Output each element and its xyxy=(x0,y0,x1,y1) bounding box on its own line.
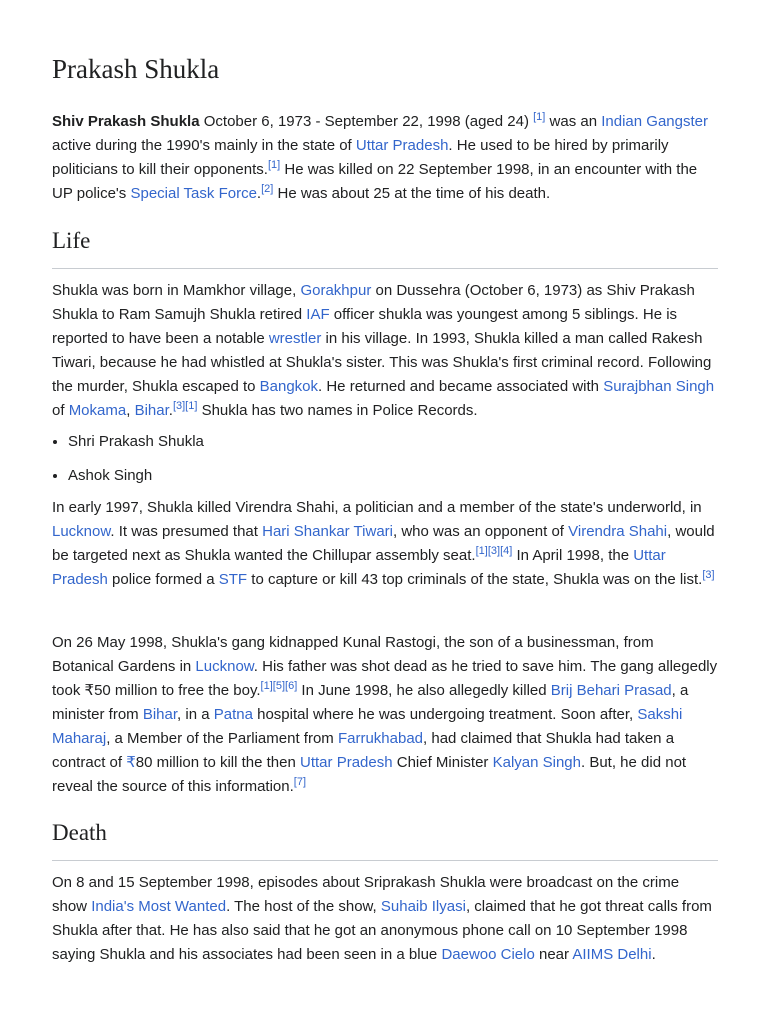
ref-link[interactable]: [3] xyxy=(702,569,715,581)
link-virendra-shahi[interactable]: Virendra Shahi xyxy=(568,523,668,540)
text: , had claimed that Shukla had taken a contract of xyxy=(52,730,675,771)
text: police formed a xyxy=(107,571,219,588)
text: , claimed that he got threat calls from Shukla after that. He has also said that he got an anonymous phone call on 10 September 1998 saying Shukla and his associates had been seen in a blue xyxy=(52,898,712,963)
death-paragraph-1 xyxy=(52,871,718,967)
link-rupee[interactable]: ₹ xyxy=(126,754,136,771)
section-divider xyxy=(52,268,718,269)
link-farrukhabad[interactable]: Farrukhabad xyxy=(337,730,424,747)
intro-paragraph xyxy=(52,110,718,206)
text: to capture or kill 43 top criminals of the state, Shukla was on the list. xyxy=(247,571,703,588)
text: In early 1997, Shukla killed Virendra Shahi, a politician and a member of the state's underworld, in xyxy=(52,499,702,516)
text: 80 million to kill the then xyxy=(135,754,301,771)
text: on Dussehra (October 6, 1973) as Shiv Prakash Shukla to Ram Samujh Shukla retired xyxy=(52,282,695,323)
link-bangkok[interactable]: Bangkok xyxy=(259,378,319,395)
link-bihar[interactable]: Bihar xyxy=(142,706,178,723)
section-divider xyxy=(52,860,718,861)
ref-link[interactable]: [1] xyxy=(267,159,281,171)
text: In June 1998, he also allegedly killed xyxy=(297,682,551,699)
ref-1[interactable] xyxy=(185,400,197,412)
text: . xyxy=(256,185,262,202)
ref-1[interactable] xyxy=(261,680,273,692)
text: , who was an opponent of xyxy=(393,523,569,540)
text: . xyxy=(651,946,656,963)
link-hari-shankar-tiwari[interactable]: Hari Shankar Tiwari xyxy=(262,523,394,540)
text: . His father was shot dead as he tried to save him. The gang allegedly took ₹50 million to free the boy. xyxy=(52,658,718,699)
link-daewoo-cielo[interactable]: Daewoo Cielo xyxy=(441,946,535,963)
text: He was killed on 22 September 1998, in an encounter with the UP police's xyxy=(52,161,698,202)
subject-name: Shiv Prakash Shukla xyxy=(52,113,200,130)
ref-link[interactable]: [3] xyxy=(487,545,501,557)
link-suhaib-ilyasi[interactable]: Suhaib Ilyasi xyxy=(380,898,466,915)
section-life xyxy=(52,226,718,269)
ref-1[interactable] xyxy=(268,159,280,171)
link-sakshi-maharaj[interactable]: Sakshi Maharaj xyxy=(52,706,683,747)
ref-link[interactable]: [4] xyxy=(500,545,513,557)
link-patna[interactable]: Patna xyxy=(213,706,253,723)
text: hospital where he was undergoing treatment. Soon after, xyxy=(252,706,638,723)
link-stf[interactable]: STF xyxy=(218,571,248,588)
text: , a minister from xyxy=(52,682,689,723)
ref-3[interactable] xyxy=(173,400,185,412)
text: officer shukla was youngest among 5 siblings. He is reported to have been a notable xyxy=(52,306,678,347)
list-item: • Shri Prakash Shukla xyxy=(68,430,734,454)
ref-4[interactable] xyxy=(500,545,512,557)
link-aiims-delhi[interactable]: AIIMS Delhi xyxy=(572,946,652,963)
ref-3[interactable] xyxy=(488,545,500,557)
ref-1[interactable] xyxy=(476,545,488,557)
ref-link[interactable]: [1] xyxy=(533,111,546,123)
life-paragraph-2 xyxy=(52,496,718,592)
text: On 26 May 1998, Shukla's gang kidnapped Kunal Rastogi, the son of a businessman, from Botanical Gardens in xyxy=(52,634,654,675)
link-gorakhpur[interactable]: Gorakhpur xyxy=(300,282,372,299)
text: In April 1998, the xyxy=(512,547,634,564)
link-surajbhan-singh[interactable]: Surajbhan Singh xyxy=(603,378,715,395)
section-heading-life: Life xyxy=(52,228,91,253)
link-bihar[interactable]: Bihar xyxy=(134,402,169,419)
link-uttar-pradesh[interactable]: Uttar Pradesh xyxy=(300,754,393,771)
link-lucknow[interactable]: Lucknow xyxy=(195,658,254,675)
text: He was about 25 at the time of his death. xyxy=(273,185,551,202)
link-mokama[interactable]: Mokama xyxy=(68,402,127,419)
link-brij-behari-prasad[interactable]: Brij Behari Prasad xyxy=(550,682,672,699)
link-iaf[interactable]: IAF xyxy=(306,306,330,323)
link-indias-most-wanted[interactable]: India's Most Wanted xyxy=(91,898,227,915)
ref-link[interactable]: [1] xyxy=(185,400,198,412)
link-kalyan-singh[interactable]: Kalyan Singh xyxy=(492,754,581,771)
text: Shukla was born in Mamkhor village, xyxy=(52,282,301,299)
section-death xyxy=(52,818,718,861)
ref-link[interactable]: [7] xyxy=(293,776,307,788)
text: was an xyxy=(545,113,602,130)
ref-link[interactable]: [3] xyxy=(172,400,186,412)
text: Chief Minister xyxy=(392,754,493,771)
ref-link[interactable]: [1] xyxy=(475,545,488,557)
link-special-task-force[interactable]: Special Task Force xyxy=(130,185,257,202)
text: . He returned and became associated with xyxy=(318,378,604,395)
ref-2[interactable] xyxy=(261,183,273,195)
ref-5[interactable] xyxy=(273,680,285,692)
link-uttar-pradesh[interactable]: Uttar Pradesh xyxy=(52,547,666,588)
text: , a Member of the Parliament from xyxy=(106,730,338,747)
ref-3[interactable] xyxy=(702,569,714,581)
page-title: Prakash Shukla xyxy=(52,54,220,84)
text: October 6, 1973 - September 22, 1998 (aged 24) xyxy=(199,113,534,130)
link-lucknow[interactable]: Lucknow xyxy=(52,523,111,540)
text: Shukla has two names in Police Records. xyxy=(197,402,478,419)
text: in his village. In 1993, Shukla killed a man called Rakesh Tiwari, because he had whistled at Shukla's sister. This was Shukla's first criminal record. Following the murder, Shukla escaped to xyxy=(52,330,712,395)
text: near xyxy=(534,946,573,963)
text: of xyxy=(52,402,69,419)
text: , xyxy=(126,402,135,419)
list-item: • Ashok Singh xyxy=(68,464,734,488)
ref-link[interactable]: [1] xyxy=(260,680,273,692)
text: . It was presumed that xyxy=(110,523,263,540)
link-uttar-pradesh[interactable]: Uttar Pradesh xyxy=(355,137,449,154)
text: . But, he did not reveal the source of this information. xyxy=(52,754,687,795)
text: , would be targeted next as Shukla wanted the Chillupar assembly seat. xyxy=(52,523,715,564)
police-record-names-list xyxy=(52,430,734,488)
ref-link[interactable]: [5] xyxy=(272,680,286,692)
link-wrestler[interactable]: wrestler xyxy=(268,330,322,347)
life-paragraph-3 xyxy=(52,631,718,799)
section-heading-death: Death xyxy=(52,820,107,845)
text: On 8 and 15 September 1998, episodes about Sriprakash Shukla were broadcast on the crime show xyxy=(52,874,680,915)
life-paragraph-1 xyxy=(52,279,718,423)
text: , in a xyxy=(177,706,214,723)
text: . xyxy=(168,402,173,419)
ref-1[interactable] xyxy=(533,111,545,123)
text: . The host of the show, xyxy=(226,898,381,915)
text: . He used to be hired by primarily politicians to kill their opponents. xyxy=(52,137,669,178)
ref-link[interactable]: [2] xyxy=(261,183,274,195)
ref-7[interactable] xyxy=(294,776,306,788)
text: active during the 1990's mainly in the state of xyxy=(52,137,356,154)
ref-6[interactable] xyxy=(285,680,297,692)
link-indian-gangster[interactable]: Indian Gangster xyxy=(601,113,708,130)
ref-link[interactable]: [6] xyxy=(285,680,298,692)
